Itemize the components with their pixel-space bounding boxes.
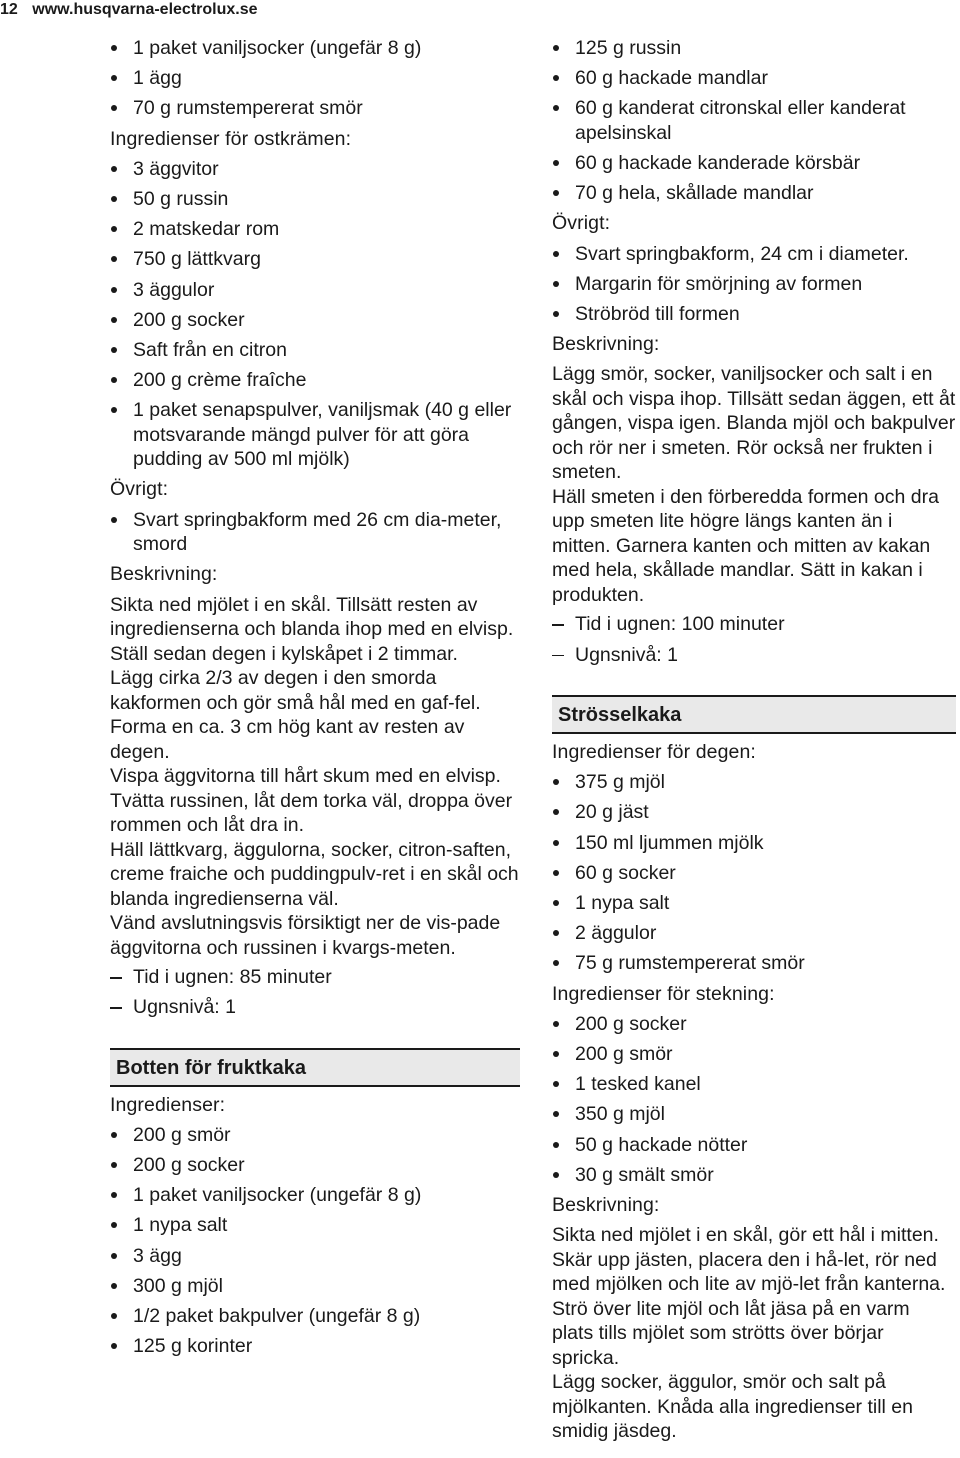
list-item: 200 g crème fraîche [110,368,520,393]
list-item: Svart springbakform med 26 cm dia-meter, smord [110,508,520,557]
subheading: Ingredienser för degen: [552,741,756,764]
list-item: 1/2 paket bakpulver (ungefär 8 g) [110,1304,520,1329]
list-item: Ströbröd till formen [552,302,956,327]
list-item: 50 g hackade nötter [552,1133,956,1158]
list-item: 200 g socker [110,308,520,333]
list-item: 60 g socker [552,861,956,886]
list-item: 1 ägg [110,66,520,91]
paragraph: Lägg smör, socker, vaniljsocker och salt i en skål och vispa ihop. Tillsätt sedan äggen, ett åt gången, vispa igen. Blanda mjöl och bakpulver och rör ner i smeten. Rör också ner frukten i smeten. [552,363,956,484]
list-item: 20 g jäst [552,800,956,825]
list-item: 375 g mjöl [552,770,956,795]
list-item: 1 paket vaniljsocker (ungefär 8 g) [110,36,520,61]
list-item: 3 äggulor [110,278,520,303]
subheading: Beskrivning: [552,333,660,356]
paragraph: Lägg cirka 2/3 av degen i den smorda kakformen och gör små hål med en gaf-fel. [110,667,481,714]
list-item: 3 ägg [110,1244,520,1269]
paragraph: Sikta ned mjölet i en skål. Tillsätt resten av ingredienserna och blanda ihop med en elvisp. Ställ sedan degen i kylskåpet i 2 timmar. [110,593,514,665]
subheading: Övrigt: [110,478,169,501]
list-item: 300 g mjöl [110,1274,520,1299]
list-item: 1 nypa salt [110,1213,520,1238]
list-item: 200 g socker [552,1012,956,1037]
list-item: 750 g lättkvarg [110,247,520,272]
list-item: 1 paket senapspulver, vaniljsmak (40 g eller motsvarande mängd pulver för att göra pudding av 500 ml mjölk) [110,398,520,472]
dash-item: Ugnsnivå: 1 [552,643,956,668]
subheading: Övrigt: [552,212,611,235]
list-item: 150 ml ljummen mjölk [552,831,956,856]
list-item: 1 nypa salt [552,891,956,916]
page-header [0,0,400,22]
list-item: 70 g hela, skållade mandlar [552,181,956,206]
list-item: Svart springbakform, 24 cm i diameter. [552,242,956,267]
page-number: 12 [0,1,18,18]
list-item: Saft från en citron [110,338,520,363]
list-item: 350 g mjöl [552,1102,956,1127]
list-item: 60 g hackade kanderade körsbär [552,151,956,176]
left-column [110,36,520,1364]
list-item: Margarin för smörjning av formen [552,272,956,297]
paragraph: Häll smeten i den förberedda formen och dra upp smeten lite högre längs kanten än i mitten. Garnera kanten och mitten av kakan med hela, skållade mandlar. Sätt in kakan i produkten. [552,485,939,606]
section-title: Botten för fruktkaka [110,1048,520,1087]
list-item: 3 äggvitor [110,157,520,182]
list-item: 50 g russin [110,187,520,212]
subheading: Beskrivning: [552,1193,660,1216]
list-item: 200 g smör [110,1123,520,1148]
paragraph: Lägg socker, äggulor, smör och salt på mjölkanten. Knåda alla ingredienser till en smidig jäsdeg. [552,1371,913,1443]
list-item: 200 g smör [552,1042,956,1067]
list-item: 125 g korinter [110,1334,520,1359]
subheading: Ingredienser för ostkrämen: [110,127,352,150]
list-item: 2 äggulor [552,921,956,946]
subheading: Ingredienser för stekning: [552,982,775,1005]
list-item: 200 g socker [110,1153,520,1178]
subheading: Ingredienser: [110,1093,226,1116]
paragraph: Vänd avslutningsvis försiktigt ner de vis-pade äggvitorna och russinen i kvargs-meten. [110,912,501,959]
list-item: 60 g hackade mandlar [552,66,956,91]
list-item: 70 g rumstempererat smör [110,96,520,121]
paragraph: Sikta ned mjölet i en skål, gör ett hål i mitten. Skär upp jästen, placera den i hå-let, rör ned med mjölken och lite av mjö-let från kanterna. Strö över lite mjöl och låt jäsa på en varm plats tills mjölet som strötts över börjar spricka. [552,1224,946,1369]
subheading: Beskrivning: [110,563,218,586]
list-item: 1 tesked kanel [552,1072,956,1097]
header-url: www.husqvarna-electrolux.se [32,1,258,18]
paragraph: Forma en ca. 3 cm hög kant av resten av degen. [110,716,465,763]
paragraph: Häll lättkvarg, äggulorna, socker, citron-saften, creme fraiche och puddingpulv-ret i en skål och blanda ingredienserna väl. [110,838,519,910]
list-item: 60 g kanderat citronskal eller kanderat apelsinskal [552,96,956,145]
list-item: 1 paket vaniljsocker (ungefär 8 g) [110,1183,520,1208]
dash-item: Tid i ugnen: 100 minuter [552,612,956,637]
list-item: 30 g smält smör [552,1163,956,1188]
section-title: Strösselkaka [552,695,956,734]
dash-item: Tid i ugnen: 85 minuter [110,965,520,990]
paragraph: Vispa äggvitorna till hårt skum med en elvisp. Tvätta russinen, låt dem torka väl, droppa över rommen och låt dra in. [110,765,513,836]
list-item: 125 g russin [552,36,956,61]
right-column [552,36,956,1444]
list-item: 75 g rumstempererat smör [552,951,956,976]
list-item: 2 matskedar rom [110,217,520,242]
dash-item: Ugnsnivå: 1 [110,995,520,1020]
